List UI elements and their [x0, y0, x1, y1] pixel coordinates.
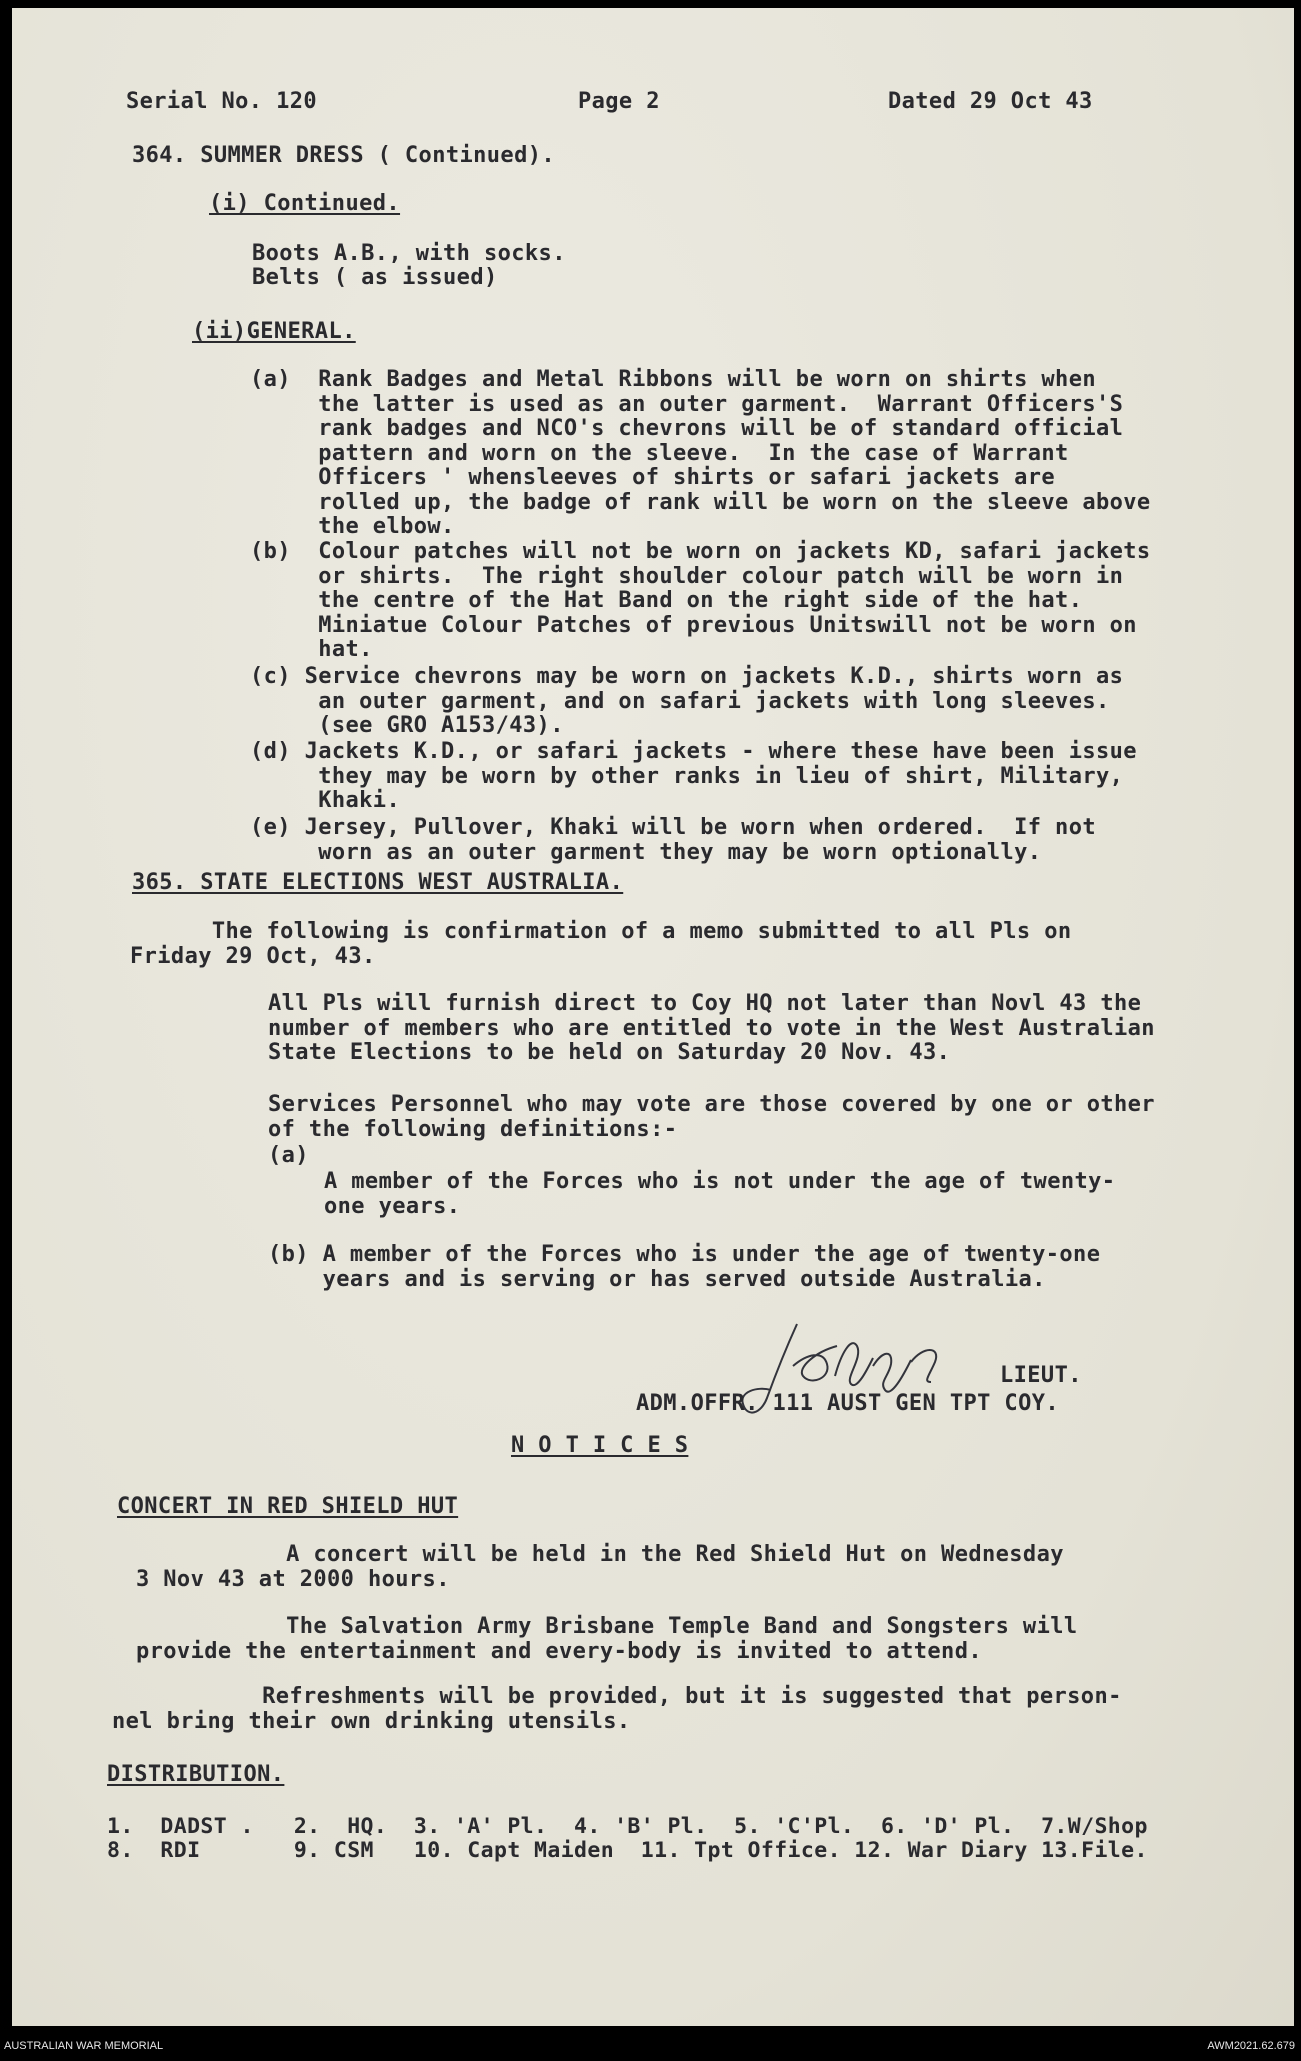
- item-365-para-2: All Pls will furnish direct to Coy HQ not later than Novl 43 the number of members who are entitled to vote in the West Australian State Elections to be held on Saturday 20 Nov. 43.: [268, 991, 1155, 1065]
- concert-para-1: A concert will be held in the Red Shield Hut on Wednesday 3 Nov 43 at 2000 hours.: [136, 1542, 1064, 1592]
- page-number: Page 2: [578, 89, 660, 114]
- concert-heading: CONCERT IN RED SHIELD HUT: [117, 1494, 459, 1519]
- signatory-rank: LIEUT.: [1000, 1363, 1082, 1388]
- item-365-def-a-label: (a): [268, 1143, 309, 1168]
- item-364-heading: 364. SUMMER DRESS ( Continued).: [132, 143, 555, 168]
- item-364-sub-ii: (ii)GENERAL.: [192, 319, 356, 344]
- item-364-para-e: (e) Jersey, Pullover, Khaki will be worn when ordered. If not worn as an outer garment they may be worn optionally.: [250, 815, 1096, 865]
- item-364-sub-i: (i) Continued.: [209, 191, 401, 216]
- signatory-unit: ADM.OFFR. 111 AUST GEN TPT COY.: [636, 1391, 1059, 1416]
- item-364-para-b: (b) Colour patches will not be worn on jackets KD, safari jackets or shirts. The right shoulder colour patch will be worn in the centre of the Hat Band on the right side of the hat. Miniatue Colour Patches of previous Unitswill not be worn on hat.: [250, 539, 1151, 662]
- item-364-para-c: (c) Service chevrons may be worn on jackets K.D., shirts worn as an outer garment, and on safari jackets with long sleeves. (see GRO A153/43).: [250, 664, 1124, 738]
- distribution-heading: DISTRIBUTION.: [107, 1762, 285, 1787]
- concert-para-3: Refreshments will be provided, but it is suggested that person- nel bring their own drinking utensils.: [112, 1684, 1122, 1734]
- item-364-para-d: (d) Jackets K.D., or safari jackets - where these have been issue they may be worn by other ranks in lieu of shirt, Military, Khaki.: [250, 739, 1137, 813]
- item-365-heading: 365. STATE ELECTIONS WEST AUSTRALIA.: [132, 870, 624, 895]
- footer-item-id: AWM2021.62.679: [1207, 2040, 1295, 2052]
- item-365-para-3: Services Personnel who may vote are those covered by one or other of the following definitions:-: [268, 1092, 1155, 1142]
- item-365-def-a-text: A member of the Forces who is not under the age of twenty- one years.: [324, 1169, 1116, 1219]
- distribution-line-1: 1. DADST . 2. HQ. 3. 'A' Pl. 4. 'B' Pl. 5. 'C'Pl. 6. 'D' Pl. 7.W/Shop: [107, 1814, 1148, 1839]
- concert-para-2: The Salvation Army Brisbane Temple Band and Songsters will provide the entertainment and every-body is invited to attend.: [136, 1614, 1078, 1664]
- distribution-line-2: 8. RDI 9. CSM 10. Capt Maiden 11. Tpt Office. 12. War Diary 13.File.: [107, 1838, 1148, 1863]
- notices-title: N O T I C E S: [511, 1433, 689, 1458]
- item-364-line-belts: Belts ( as issued): [252, 265, 498, 290]
- document-page: [12, 8, 1294, 2026]
- document-date: Dated 29 Oct 43: [888, 89, 1093, 114]
- item-364-para-a: (a) Rank Badges and Metal Ribbons will be worn on shirts when the latter is used as an outer garment. Warrant Officers'S rank badges and NCO's chevrons will be of standard official pattern and worn on the sleeve. In the case of Warrant Officers ' whensleeves of shirts or safari jackets are rolled up, the badge of rank will be worn on the sleeve above the elbow.: [250, 367, 1151, 539]
- item-365-def-b: (b) A member of the Forces who is under the age of twenty-one years and is serving or has served outside Australia.: [268, 1242, 1101, 1292]
- serial-number: Serial No. 120: [126, 89, 318, 114]
- footer-archive-name: AUSTRALIAN WAR MEMORIAL: [4, 2040, 164, 2052]
- item-364-line-boots: Boots A.B., with socks.: [252, 241, 566, 266]
- item-365-para-1: The following is confirmation of a memo submitted to all Pls on Friday 29 Oct, 43.: [130, 919, 1072, 969]
